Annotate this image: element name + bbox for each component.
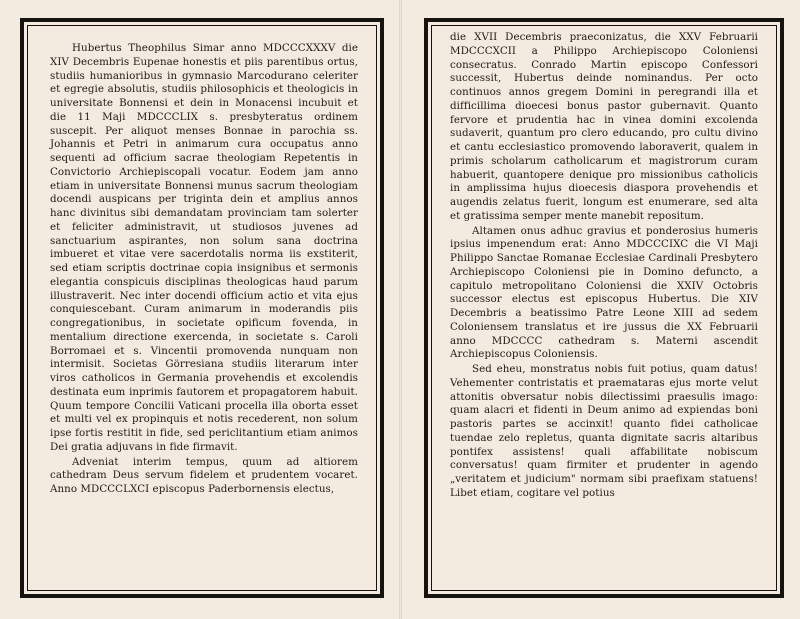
left-page xyxy=(20,18,384,598)
left-paragraph-2: Adveniat interim tempus, quum ad altiorem cathedram Deus servum fidelem et prudentem vocaret. Anno MDCCCLXCI episcopus Paderbornensis electus, xyxy=(50,455,358,495)
left-paragraph-1: Hubertus Theophilus Simar anno MDCCCXXXV die XIV Decembris Eupenae honestis et piis parentibus ortus, studiis humanioribus in gymnasio Marcodurano celeriter et egregie absolutis, studiis philosophicis et theologicis in universitate Bonnensi et dein in Monacensi incubuit et die 11 Maji MDCCCLIX s. presbyteratus ordinem suscepit. Per aliquot menses Bonnae in parochia ss. Johannis et Petri in animarum cura occupatus anno sequenti ad officium sacrae theologiam Repetentis in Convictorio Archiepiscopali vocatur. Eodem jam anno etiam in universitate Bonnensi munus sacrum theologiam docendi auspicans per triginta dein et amplius annos hanc divinitus sibi demandatam provinciam tam solerter et feliciter administravit, ut studiosos juvenes ad sanctuarium aspirantes, non solum sana doctrina imbueret et vitae vere sacerdotalis norma iis exstiterit, sed etiam scriptis doctrinae copia insignibus et sermonis elegantia conspicuis disciplinas theologicas haud parum illustraverit. Nec inter docendi officium actio et vita ejus conquiescebant. Curam animarum in moderandis piis congregationibus, in societate opificum fovenda, in mentalium directione exercenda, in societate s. Caroli Borromaei et s. Vincentii promovenda nunquam non intermisit. Societas Görresiana studiis literarum inter viros catholicos in Germania provehendis et excolendis destinata eum inprimis fautorem et propagatorem habuit. Quum tempore Concilii Vaticani procella illa oborta esset et multi vel ex propinquis et notis recederent, non solum ipse fortis restitit in fide, sed periclitantium etiam animos Dei gratia adjuvans in fide firmavit. xyxy=(50,42,358,453)
page-fold xyxy=(399,0,402,619)
right-page-text-frame xyxy=(431,25,777,591)
right-page xyxy=(424,18,784,598)
left-page-text-frame xyxy=(27,25,377,591)
right-paragraph-1: die XVII Decembris praeconizatus, die XXV Februarii MDCCCXCII a Philippo Archiepiscopo Coloniensi consecratus. Conrado Martin episcopo Confessori successit, Hubertus deinde nominandus. Per octo continuos annos gregem Domini in peregrandi illa et difficillima dioecesi bonus pastor gubernavit. Quanto fervore et prudentia hac in vinea domini excolenda sudaverit, quantum pro clero educando, pro cultu divino et cantu ecclesiastico promovendo laboraverit, qualem in primis scholarum catholicarum et magistrorum curam habuerit, quantopere denique pro missionibus catholicis in amplissima hujus dioecesis diaspora provehendis et augendis zelatus fuerit, longum est enumerare, sed alta et gratissima semper mente manebit repositum. xyxy=(450,31,758,222)
right-paragraph-2: Altamen onus adhuc gravius et ponderosius humeris ipsius impenendum erat: Anno MDCCCIXC die VI Maji Philippo Sanctae Romanae Ecclesiae Cardinali Presbytero Archiepiscopo Coloniensi pie in Domino defuncto, a capitulo metropolitano Coloniensi die XXIV Octobris successor electus est episcopus Hubertus. Die XIV Decembris a beatissimo Patre Leone XIII ad sedem Coloniensem translatus et ire jussus die XX Februarii anno MDCCCC cathedram s. Materni ascendit Archiepiscopus Coloniensis. xyxy=(450,224,758,361)
right-paragraph-3: Sed eheu, monstratus nobis fuit potius, quam datus! Vehementer contristatis et praemataras ejus morte velut attonitis obversatur nobis dilectissimi praesulis imago: quam alacri et fidenti in Deum animo ad expiendas boni pastoris partes se accinxit! quanto fidei catholicae tuendae zelo repletus, quanta dignitate sacris altaribus pontifex assistens! quali affabilitate nobiscum conversatus! quam firmiter et prudenter in agendo „veritatem et judicium" normam sibi praefixam statuens! Libet etiam, cogitare vel potius xyxy=(450,363,758,499)
